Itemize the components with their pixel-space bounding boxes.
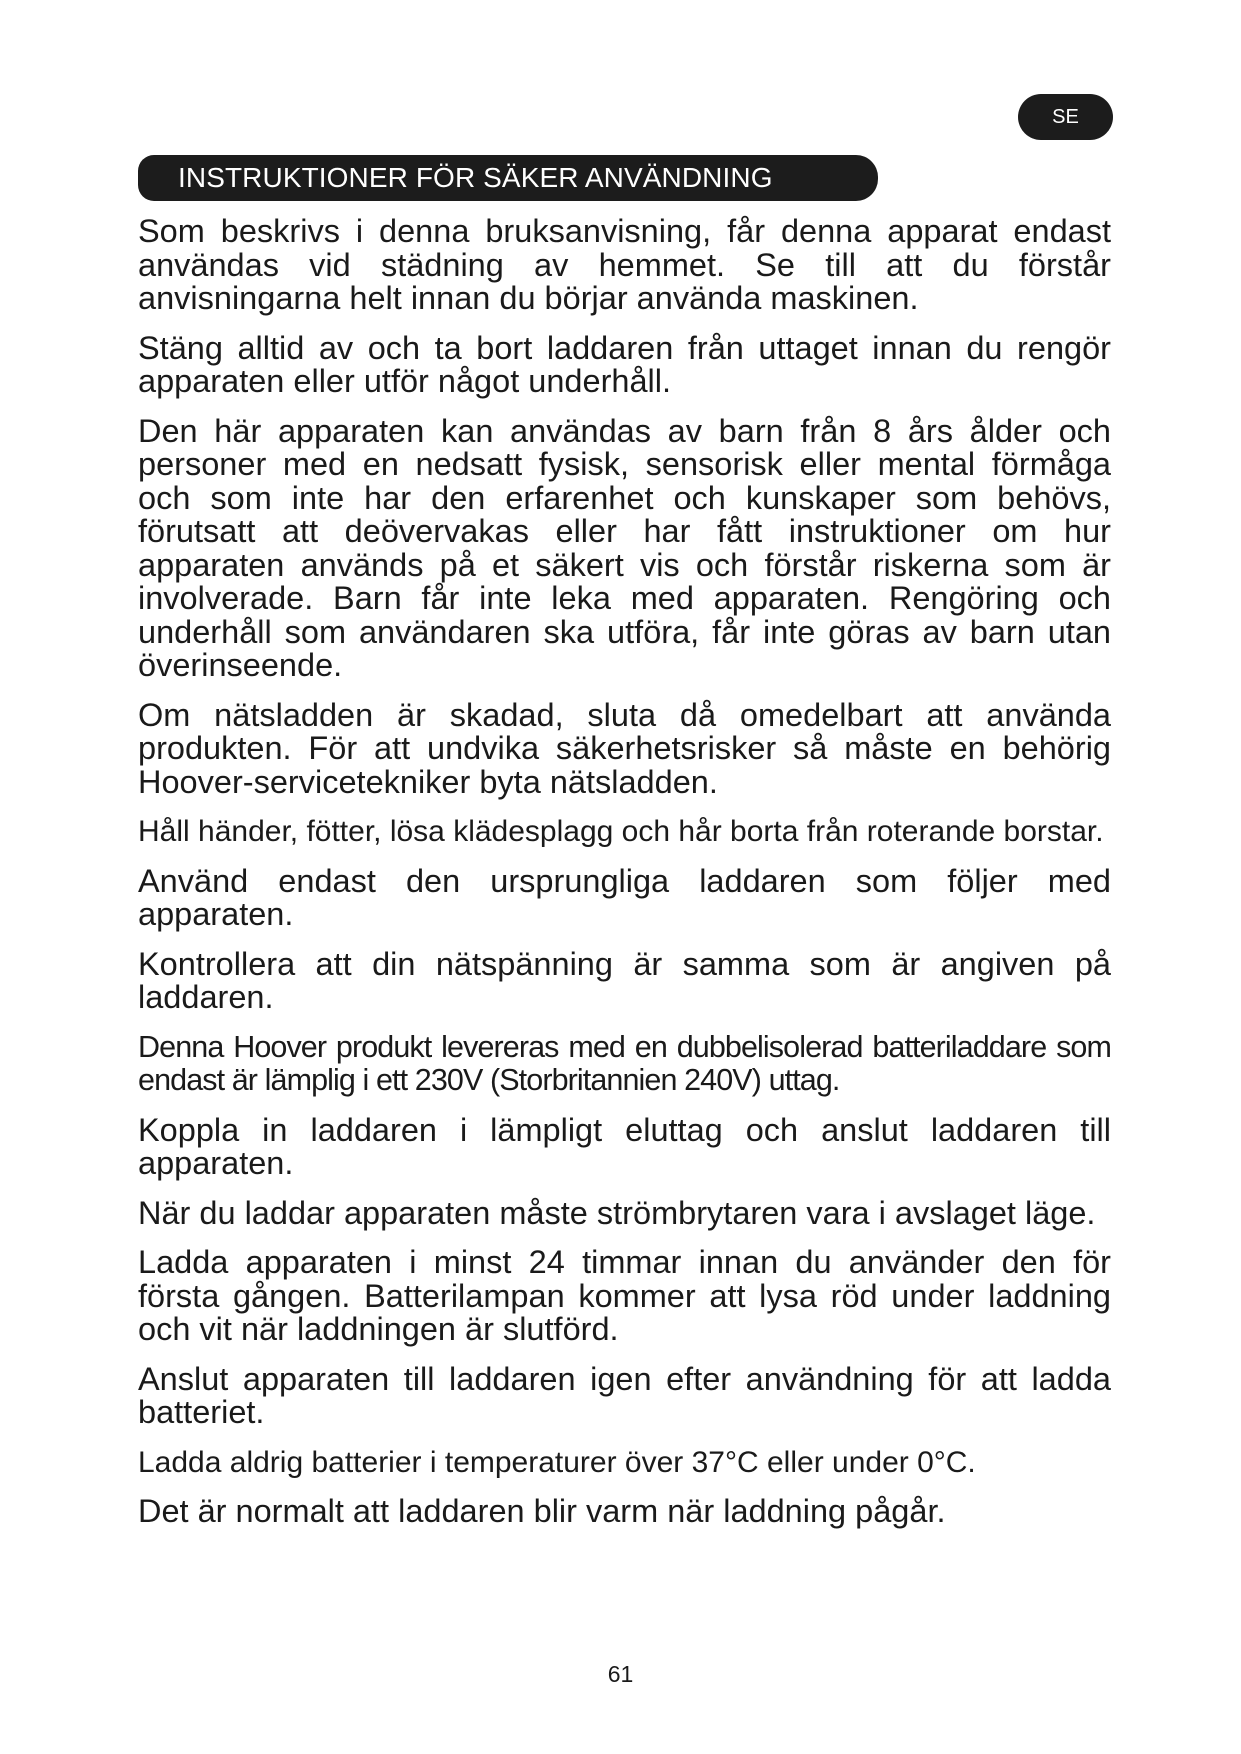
section-title: INSTRUKTIONER FÖR SÄKER ANVÄNDNING <box>138 155 878 201</box>
instructions-body <box>138 215 1111 1545</box>
paragraph-temperature-limits: Ladda aldrig batterier i temperaturer över 37°C eller under 0°C. <box>138 1445 976 1479</box>
paragraph-original-charger: Använd endast den ursprungliga laddaren som följer med apparaten. <box>138 862 1111 932</box>
paragraph-damaged-cord: Om nätsladden är skadad, sluta då omedelbart att använda produkten. För att undvika säkerhetsrisker så måste en behörig Hoover-servicetekniker byta nätsladden. <box>138 696 1111 800</box>
paragraph-check-voltage: Kontrollera att din nätspänning är samma som är angiven på laddaren. <box>138 945 1111 1015</box>
paragraph-charger-warm: Det är normalt att laddaren blir varm när laddning pågår. <box>138 1493 946 1529</box>
page-number: 61 <box>607 1661 634 1687</box>
paragraph-children-supervision: Den här apparaten kan användas av barn från 8 års ålder och personer med en nedsatt fysisk, sensorisk eller mental förmåga och som inte har den erfarenhet och kunskaper som behövs, förutsatt att deövervakas eller har fått instruktioner om hur apparaten används på et säkert vis och förstår riskerna som är involverade. Barn får inte leka med apparaten. Rengöring och underhåll som användaren ska utföra, får inte göras av barn utan överinseende. <box>138 412 1111 683</box>
paragraph-intended-use: Som beskrivs i denna bruksanvisning, får denna apparat endast användas vid städning av hemmet. Se till att du förstår anvisningarna helt innan du börjar använda maskinen. <box>138 213 1111 316</box>
paragraph-recharge-after-use: Anslut apparaten till laddaren igen efter användning för att ladda batteriet. <box>138 1360 1111 1430</box>
paragraph-first-charge: Ladda apparaten i minst 24 timmar innan du använder den för första gången. Batterilampan kommer att lysa röd under laddning och vit när laddningen är slutförd. <box>138 1244 1111 1347</box>
language-badge: SE <box>1018 94 1113 140</box>
paragraph-connect-charger: Koppla in laddaren i lämpligt eluttag och anslut laddaren till apparaten. <box>138 1111 1111 1181</box>
paragraph-switch-off-while-charging: När du laddar apparaten måste strömbrytaren vara i avslaget läge. <box>138 1194 1096 1231</box>
paragraph-double-insulated-charger: Denna Hoover produkt levereras med en dubbelisolerad batteriladdare som endast är lämplig i ett 230V (Storbritannien 240V) uttag. <box>138 1029 1111 1097</box>
paragraph-rotating-brushes: Håll händer, fötter, lösa klädesplagg och hår borta från roterande borstar. <box>138 815 1104 848</box>
paragraph-unplug-before-cleaning: Stäng alltid av och ta bort laddaren från uttaget innan du rengör apparaten eller utför något underhåll. <box>138 329 1111 399</box>
